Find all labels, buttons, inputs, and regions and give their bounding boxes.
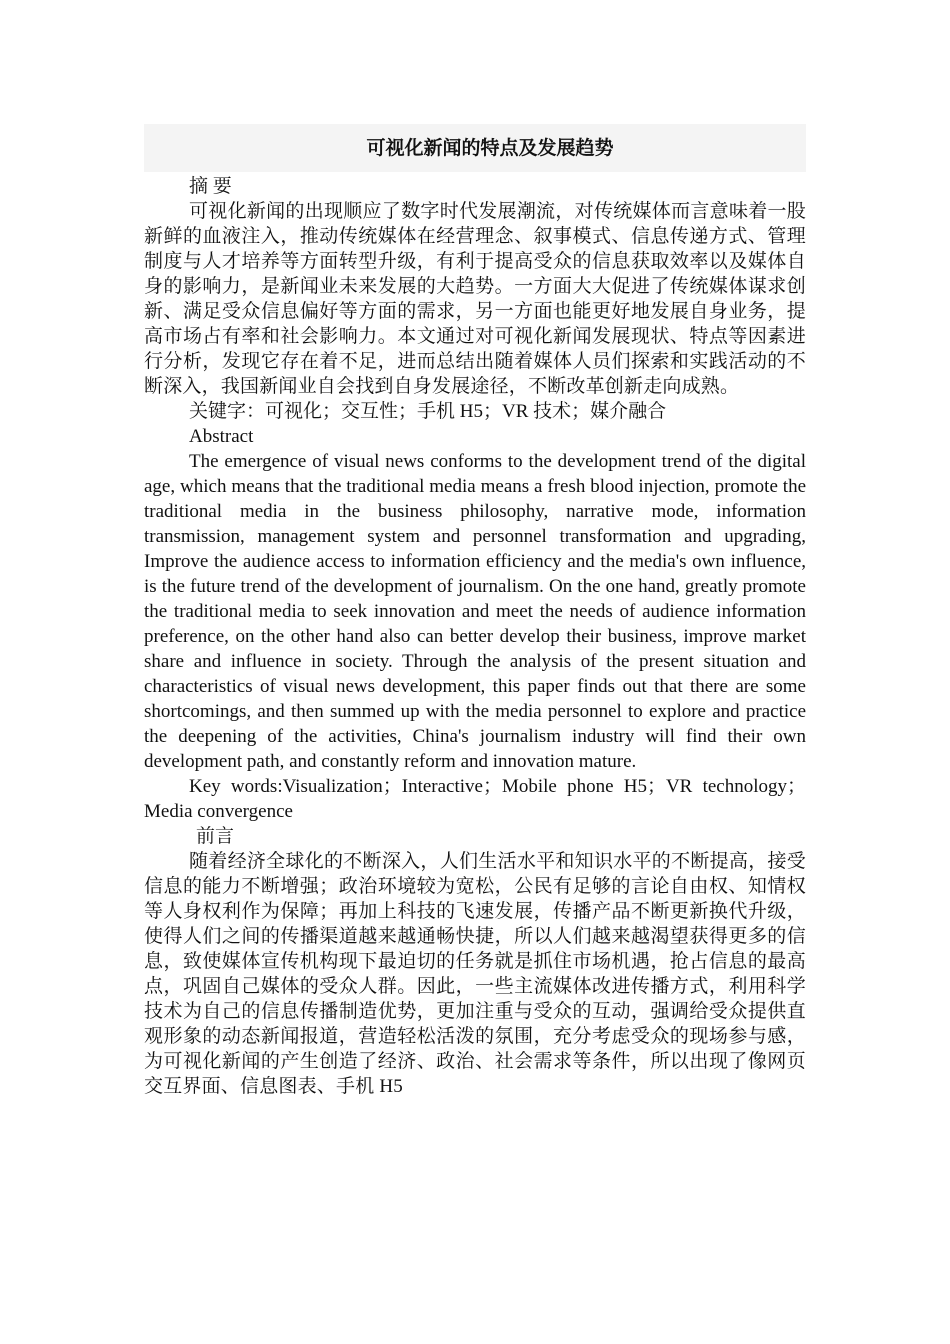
document-page [144, 124, 806, 1099]
title-bar [144, 124, 806, 172]
preface-paragraph: 随着经济全球化的不断深入，人们生活水平和知识水平的不断提高，接受信息的能力不断增强；政治环境较为宽松，公民有足够的言论自由权、知情权等人身权利作为保障；再加上科技的飞速发展，传播产品不断更新换代升级，使得人们之间的传播渠道越来越通畅快捷，所以人们越来越渴望获得更多的信息，致使媒体宣传机构现下最迫切的任务就是抓住市场机遇，抢占信息的最高点，巩固自己媒体的受众人群。因此，一些主流媒体改进传播方式，利用科学技术为自己的信息传播制造优势，更加注重与受众的互动，强调给受众提供直观形象的动态新闻报道，营造轻松活泼的氛围，充分考虑受众的现场参与感，为可视化新闻的产生创造了经济、政治、社会需求等条件，所以出现了像网页交互界面、信息图表、手机 H5 [144, 851, 806, 1097]
keywords-english: Key words:Visualization；Interactive；Mobile phone H5；VR technology；Media convergence [144, 776, 806, 822]
abstract-chinese: 可视化新闻的出现顺应了数字时代发展潮流，对传统媒体而言意味着一股新鲜的血液注入，推动传统媒体在经营理念、叙事模式、信息传递方式、管理制度与人才培养等方面转型升级，有利于提高受众的信息获取效率以及媒体自身的影响力，是新闻业未来发展的大趋势。一方面大大促进了传统媒体谋求创新、满足受众信息偏好等方面的需求，另一方面也能更好地发展自身业务，提高市场占有率和社会影响力。本文通过对可视化新闻发展现状、特点等因素进行分析，发现它存在着不足，进而总结出随着媒体人员们探索和实践活动的不断深入，我国新闻业自会找到自身发展途径，不断改革创新走向成熟。 [144, 201, 806, 397]
abstract-english-heading: Abstract [189, 426, 254, 447]
abstract-english: The emergence of visual news conforms to the development trend of the digital age, which means that the traditional media means a fresh blood injection, promote the traditional media in the business philosophy, narrative mode, information transmission, management system and personnel transformation and upgrading, Improve the audience access to information efficiency and the media's own influence, is the future trend of the development of journalism. On the one hand, greatly promote the traditional media to seek innovation and meet the needs of audience information preference, on the other hand also can better develop their business, improve market share and influence in society. Through the analysis of the present situation and characteristics of visual news development, this paper finds out that there are some shortcomings, and then summed up with the media personnel to explore and practice the deepening of the activities, China's journalism industry will find their own development path, and constantly reform and innovation mature. [144, 451, 806, 772]
abstract-heading: 摘 要 [189, 176, 232, 197]
preface-heading: 前言 [196, 826, 235, 847]
document-title: 可视化新闻的特点及发展趋势 [366, 136, 614, 159]
keywords-chinese: 关键字：可视化；交互性；手机 H5；VR 技术；媒介融合 [189, 401, 667, 422]
